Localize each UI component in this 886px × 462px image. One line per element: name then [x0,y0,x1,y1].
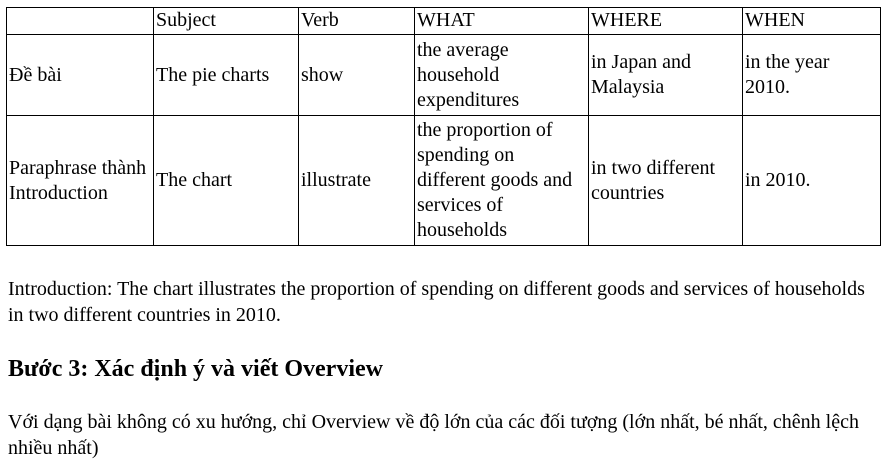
step3-heading: Bước 3: Xác định ý và viết Overview [8,356,383,382]
verb-cell: illustrate [299,116,415,246]
paraphrase-analysis-table [6,7,881,246]
where-cell: in Japan and Malaysia [589,35,743,116]
header-cell-verb: Verb [299,8,415,35]
subject-cell: The chart [154,116,299,246]
when-cell: in the year 2010. [743,35,881,116]
subject-cell: The pie charts [154,35,299,116]
row-label-cell: Đề bài [7,35,154,116]
header-cell-when: WHEN [743,8,881,35]
when-cell: in 2010. [743,116,881,246]
table-header-row [7,8,881,35]
header-cell-where: WHERE [589,8,743,35]
introduction-paragraph: Introduction: The chart illustrates the proportion of spending on different goods and services of households in two different countries in 2010. [8,278,865,326]
header-cell-subject: Subject [154,8,299,35]
header-cell-blank [7,8,154,35]
table-row-paraphrase [7,116,881,246]
overview-note-paragraph: Với dạng bài không có xu hướng, chỉ Overview về độ lớn của các đối tượng (lớn nhất, bé nhất, chênh lệch nhiều nhất) [8,411,859,459]
where-cell: in two different countries [589,116,743,246]
table-row-de-bai [7,35,881,116]
what-cell: the proportion of spending on different goods and services of households [415,116,589,246]
row-label-cell: Paraphrase thành Introduction [7,116,154,246]
header-cell-what: WHAT [415,8,589,35]
what-cell: the average household expenditures [415,35,589,116]
verb-cell: show [299,35,415,116]
